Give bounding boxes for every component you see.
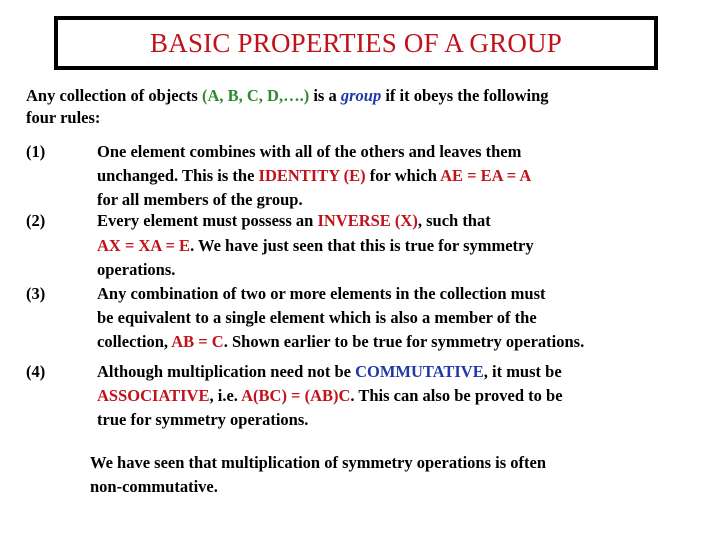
- title-box: [54, 16, 658, 70]
- rule1-line-3: for all members of the group.: [97, 190, 303, 209]
- associative-term: ASSOCIATIVE: [97, 386, 210, 405]
- rule-text: , i.e.: [209, 386, 242, 405]
- rule1-line-2: [97, 166, 531, 186]
- rule-text: Every element must possess an: [97, 211, 318, 230]
- rule-number-1: (1): [26, 142, 46, 161]
- intro-text: Any collection of objects: [26, 86, 202, 105]
- rule2-line-3: operations.: [97, 260, 176, 279]
- closing-line-2: non-commutative.: [90, 477, 218, 496]
- associative-equation: A(BC) = (AB)C: [241, 386, 351, 405]
- commutative-term: COMMUTATIVE: [355, 362, 484, 381]
- rule-number-3: (3): [26, 284, 46, 303]
- identity-term: IDENTITY (E): [258, 166, 366, 185]
- rule-text: for which: [365, 166, 441, 185]
- rule-text: , it must be: [483, 362, 562, 381]
- rule4-line-3: true for symmetry operations.: [97, 410, 309, 429]
- rule-number-2: (2): [26, 211, 46, 230]
- intro-line-2: four rules:: [26, 108, 101, 127]
- rule-text: collection,: [97, 332, 172, 351]
- rule3-line-2: be equivalent to a single element which is also a member of the: [97, 308, 537, 327]
- intro-line-1: [26, 86, 549, 106]
- rule-number-4: (4): [26, 362, 46, 381]
- rule-text: Although multiplication need not be: [97, 362, 356, 381]
- closure-equation: AB = C: [171, 332, 224, 351]
- intro-text: if it obeys the following: [381, 86, 549, 105]
- page-title: BASIC PROPERTIES OF A GROUP: [150, 27, 562, 58]
- closing-line-1: We have seen that multiplication of symmetry operations is often: [90, 453, 546, 472]
- objects-list: (A, B, C, D,….): [201, 86, 310, 105]
- rule3-line-3: [97, 332, 584, 352]
- rule-text: . We have just seen that this is true for symmetry: [190, 236, 534, 255]
- inverse-equation: AX = XA = E: [97, 236, 191, 255]
- rule-text: , such that: [417, 211, 491, 230]
- identity-equation: AE = EA = A: [440, 166, 532, 185]
- rule3-line-1: Any combination of two or more elements in the collection must: [97, 284, 546, 303]
- intro-text: is a: [309, 86, 341, 105]
- group-term: group: [340, 86, 382, 105]
- rule-text: . This can also be proved to be: [350, 386, 563, 405]
- rule-text: unchanged. This is the: [97, 166, 259, 185]
- rule2-line-1: [97, 211, 491, 231]
- rule-text: . Shown earlier to be true for symmetry operations.: [223, 332, 585, 351]
- rule4-line-1: [97, 362, 562, 382]
- rule2-line-2: [97, 236, 534, 256]
- rule4-line-2: [97, 386, 563, 406]
- rule1-line-1: One element combines with all of the others and leaves them: [97, 142, 522, 161]
- inverse-term: INVERSE (X): [317, 211, 418, 230]
